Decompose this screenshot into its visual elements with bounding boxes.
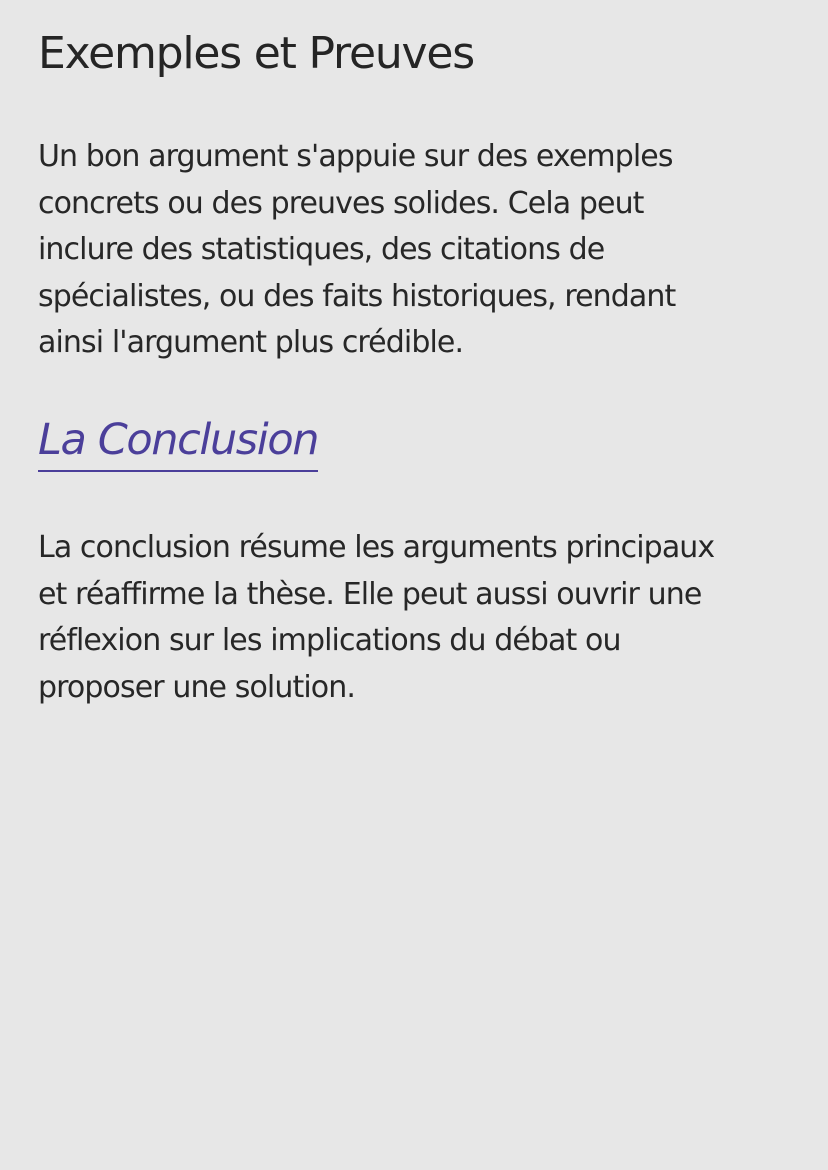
paragraph-line: inclure des statistiques, des citations de (38, 232, 605, 268)
conclusion-heading-link[interactable]: La Conclusion (38, 410, 318, 472)
paragraph-line: La conclusion résume les arguments principaux (38, 530, 715, 565)
paragraph-line: ainsi l'argument plus crédible. (38, 325, 464, 361)
paragraph-line: réflexion sur les implications du débat ou (38, 623, 621, 659)
paragraph-line: Un bon argument s'appuie sur des exemples (38, 139, 673, 174)
examples-paragraph (38, 134, 808, 367)
paragraph-line: proposer une solution. (38, 669, 355, 705)
paragraph-line: concrets ou des preuves solides. Cela peut (38, 185, 644, 221)
paragraph-line: spécialistes, ou des faits historiques, rendant (38, 278, 676, 314)
paragraph-line: et réaffirme la thèse. Elle peut aussi ouvrir une (38, 576, 702, 612)
section-heading-examples: Exemples et Preuves (38, 28, 474, 79)
conclusion-paragraph (38, 525, 808, 711)
